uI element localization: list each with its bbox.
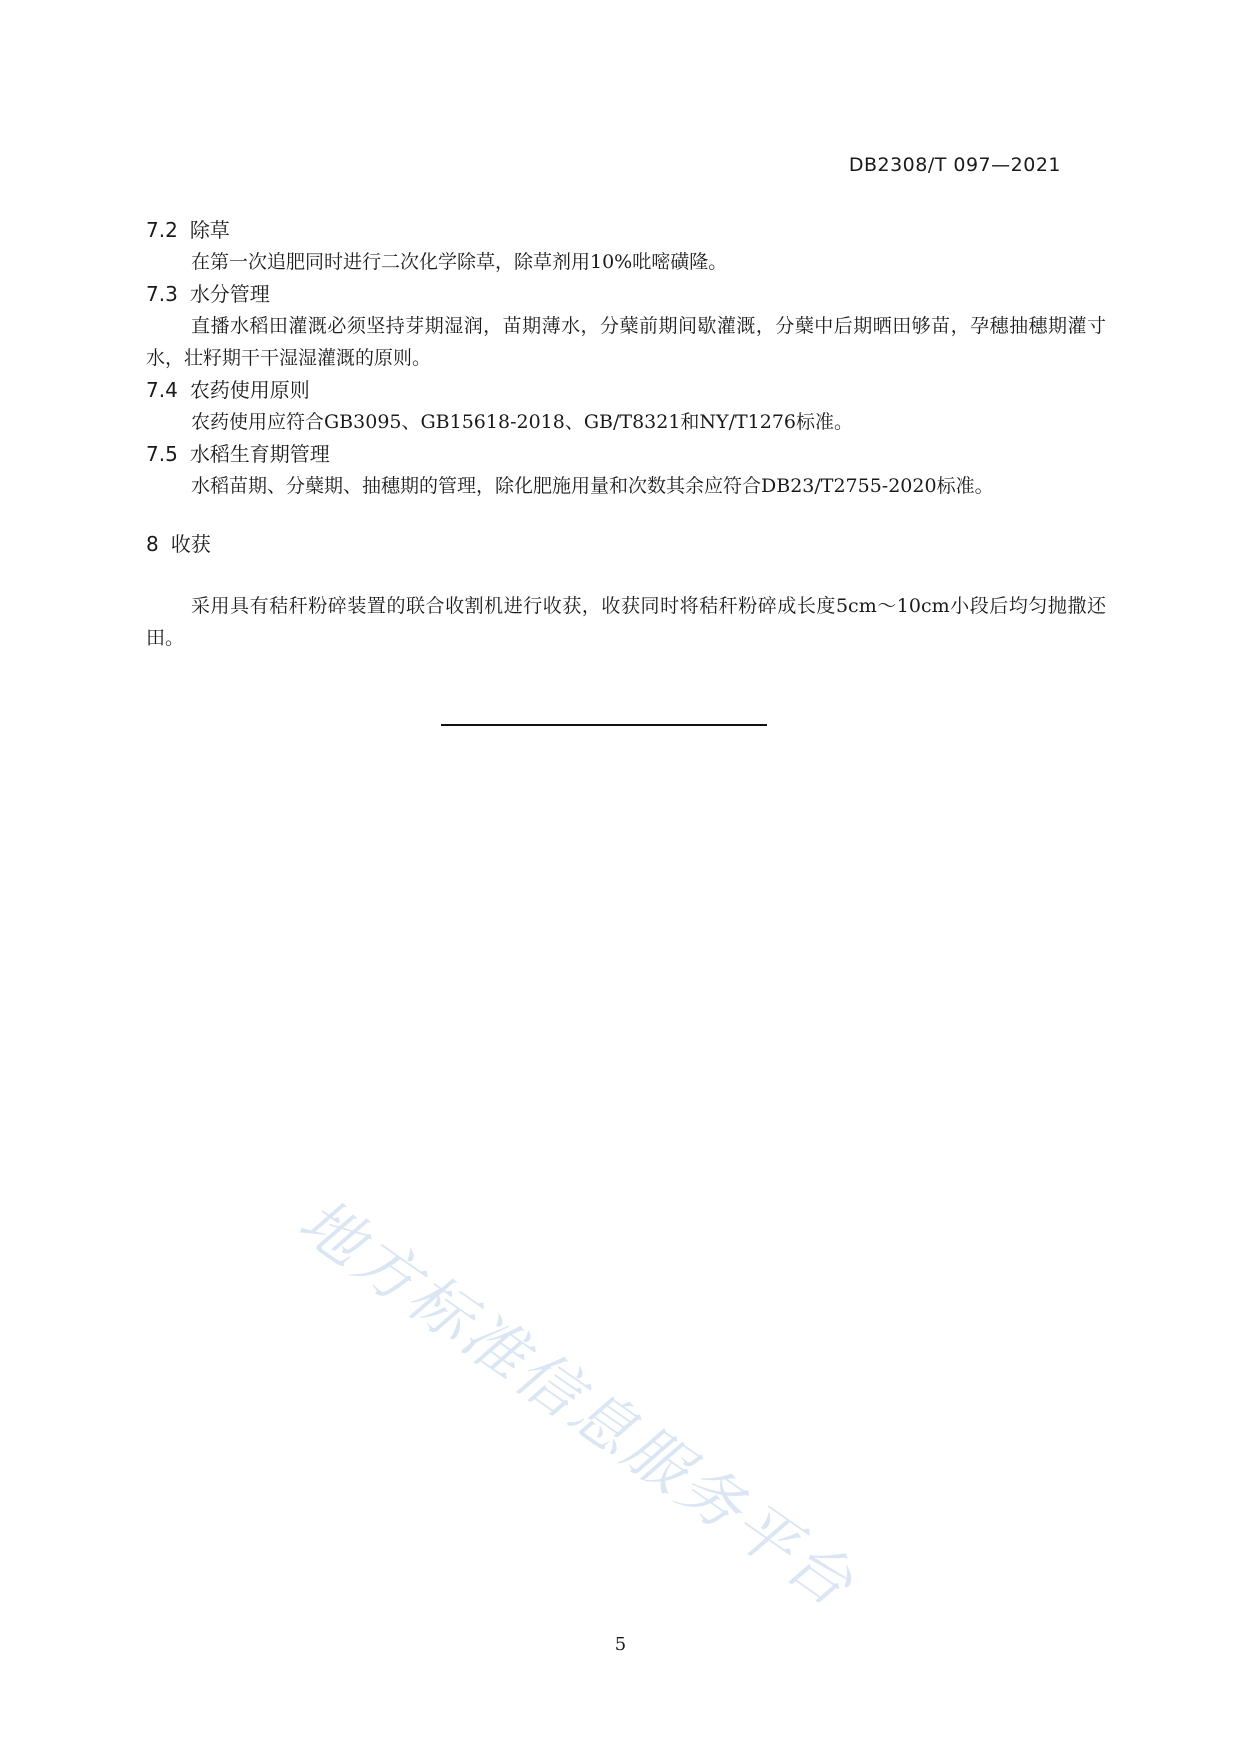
section-7-2-heading	[146, 214, 1106, 246]
section-number: 7.5	[146, 442, 178, 466]
section-7-4-heading	[146, 374, 1106, 406]
section-7-2-paragraph: 在第一次追肥同时进行二次化学除草，除草剂用10%吡嘧磺隆。	[191, 251, 728, 273]
document-code: DB2308/T 097—2021	[848, 154, 1061, 176]
section-7-5-heading	[146, 438, 1106, 470]
section-7-4-paragraph: 农药使用应符合GB3095、GB15618-2018、GB/T8321和NY/T1276标准。	[191, 411, 854, 433]
document-body	[146, 214, 1106, 654]
watermark: 地方标准信息服务平台	[286, 1183, 869, 1623]
section-7-5-paragraph: 水稻苗期、分蘖期、抽穗期的管理，除化肥施用量和次数其余应符合DB23/T2755-2020标准。	[191, 475, 994, 497]
section-title: 水分管理	[189, 282, 270, 306]
end-of-document-rule	[441, 724, 767, 726]
section-8-paragraph: 采用具有秸秆粉碎装置的联合收割机进行收获，收获同时将秸秆粉碎成长度5cm～10cm小段后均匀抛撒还田。	[146, 595, 1106, 649]
section-number: 7.3	[146, 282, 178, 306]
section-title: 收获	[170, 532, 211, 556]
section-number: 7.4	[146, 378, 178, 402]
section-8-heading	[146, 528, 1106, 560]
section-title: 水稻生育期管理	[189, 442, 330, 466]
section-7-3-paragraph: 直播水稻田灌溉必须坚持芽期湿润，苗期薄水，分蘖前期间歇灌溉，分蘖中后期晒田够苗，孕穗抽穗期灌寸水，壮籽期干干湿湿灌溉的原则。	[146, 315, 1106, 369]
page-number: 5	[614, 1634, 627, 1655]
section-number: 8	[146, 532, 159, 556]
section-8	[146, 528, 1106, 654]
section-7-3-heading	[146, 278, 1106, 310]
section-title: 农药使用原则	[189, 378, 310, 402]
section-title: 除草	[189, 218, 230, 242]
section-number: 7.2	[146, 218, 178, 242]
